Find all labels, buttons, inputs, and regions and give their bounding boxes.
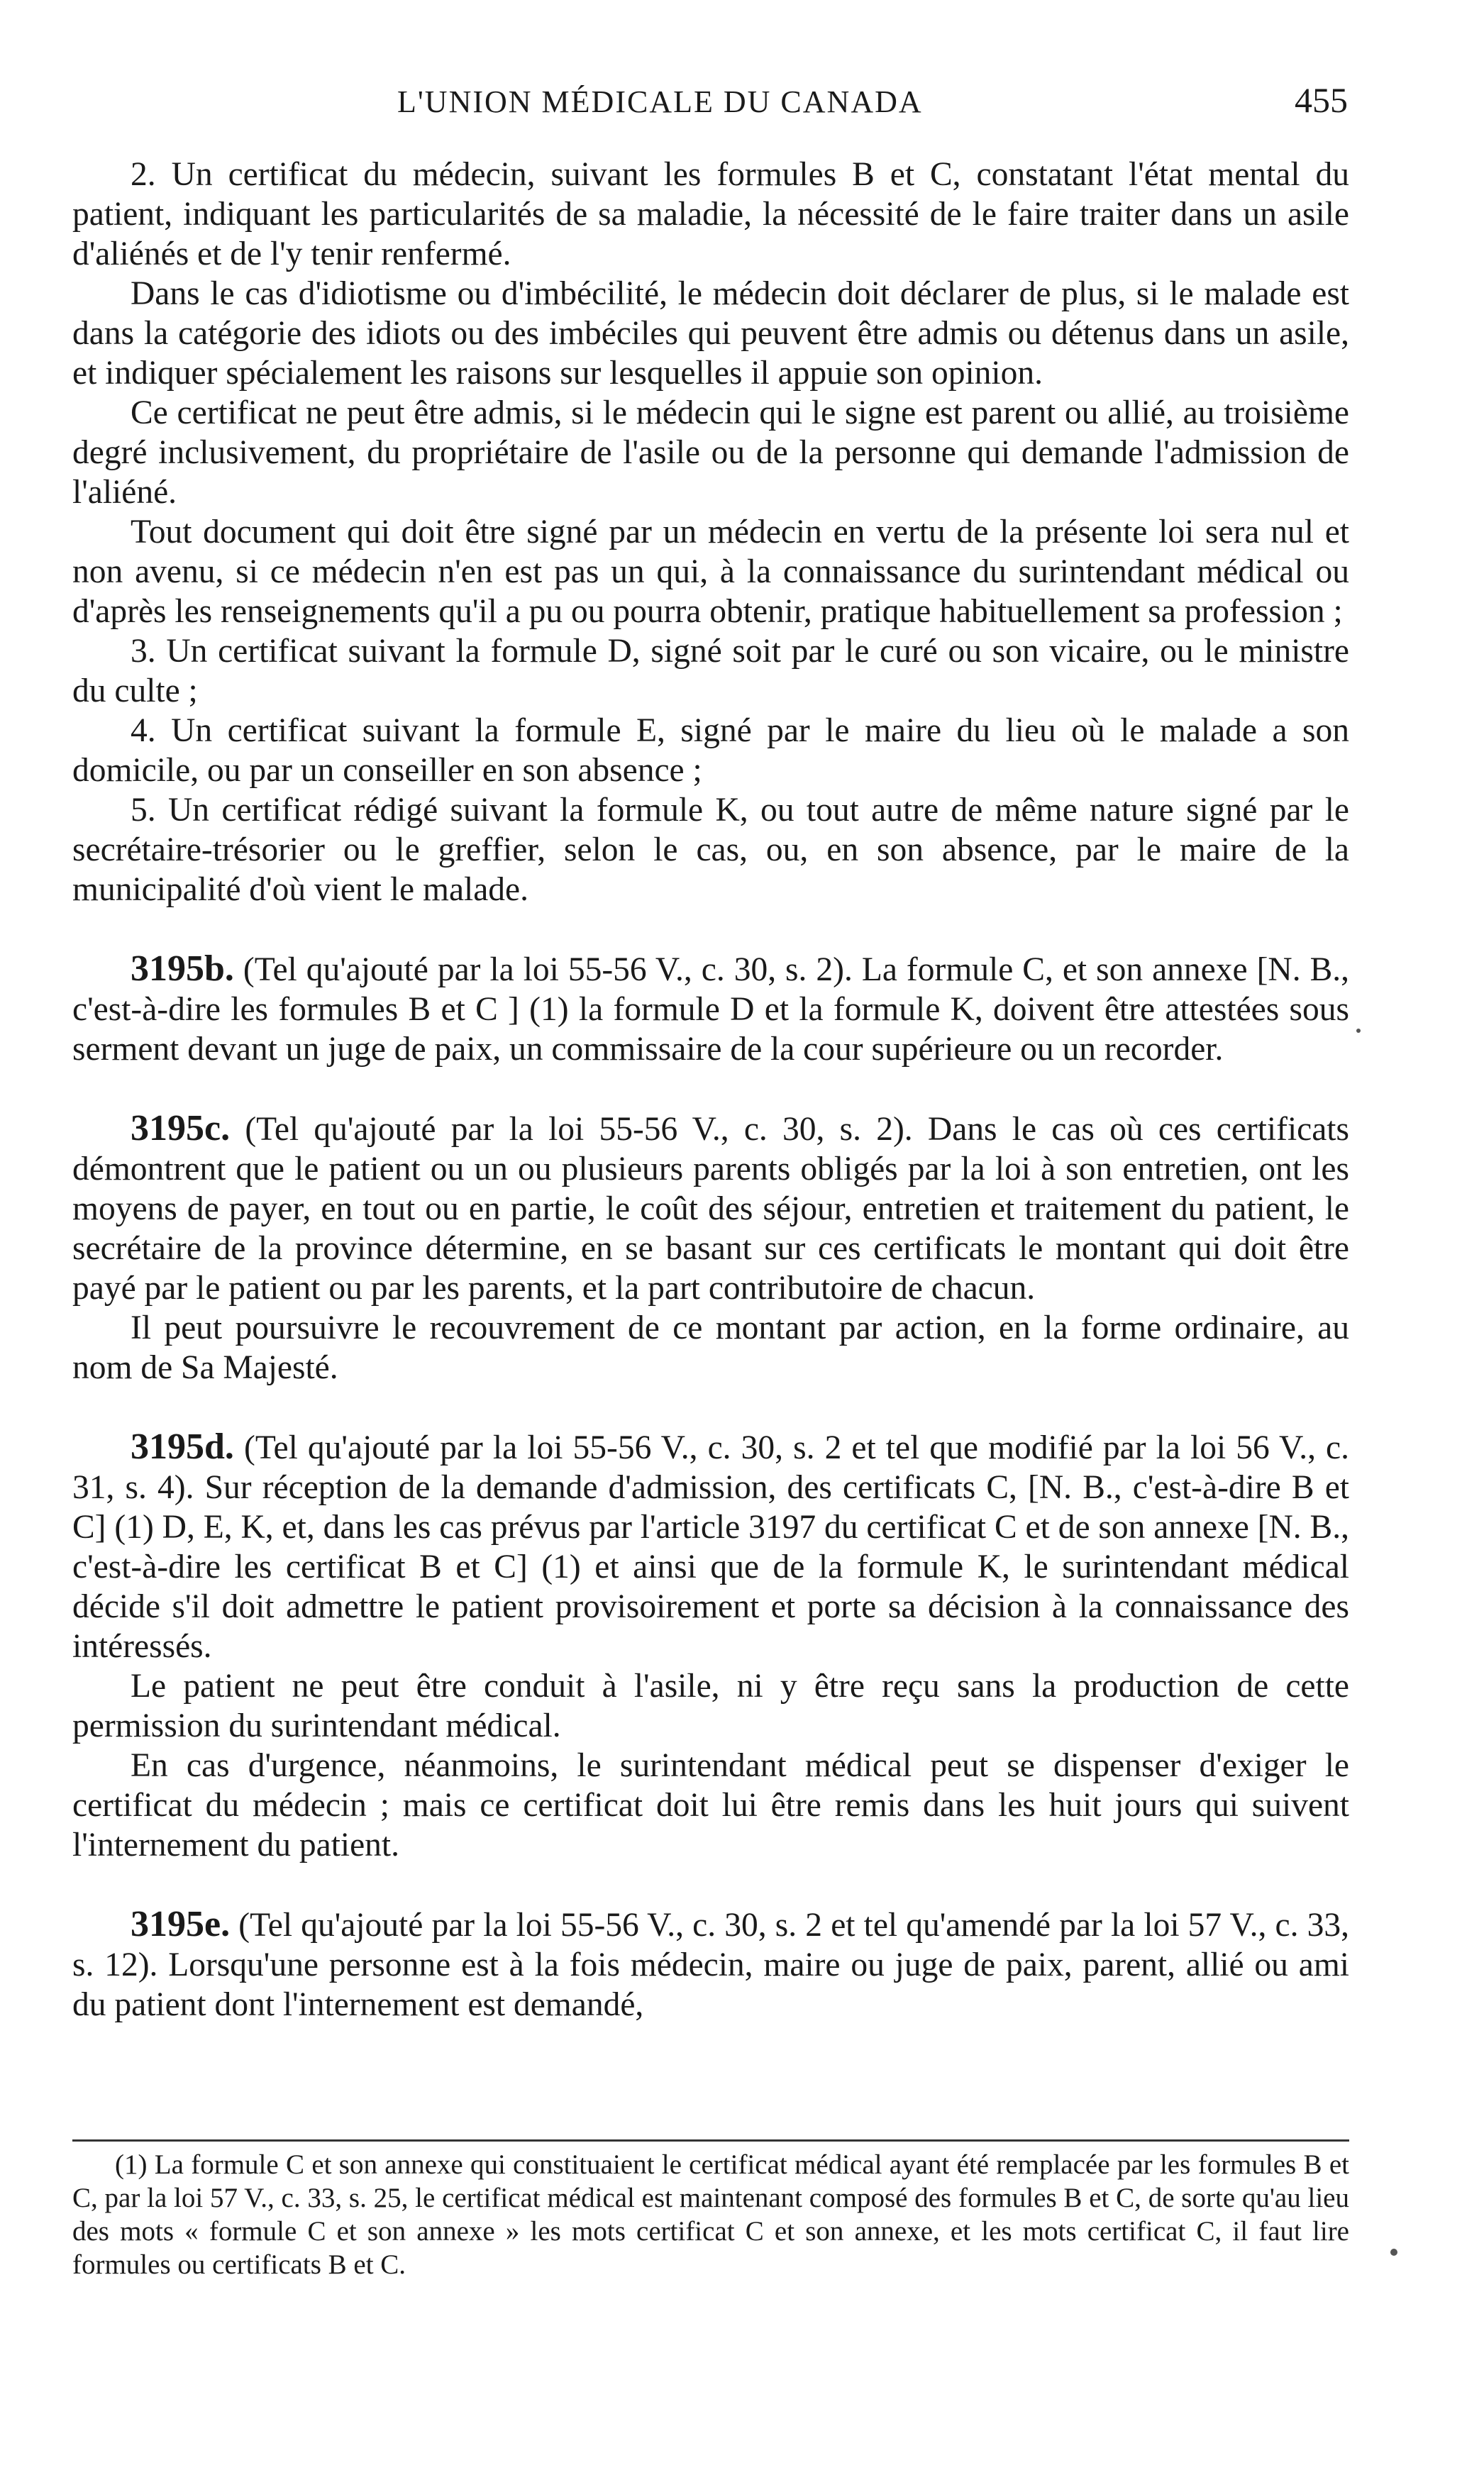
paragraph [72, 393, 1349, 512]
paragraph [72, 711, 1349, 790]
article-number: 3195b. [131, 948, 234, 989]
paragraph-text: (Tel qu'ajouté par la loi 55-56 V., c. 30, s. 2 et tel qu'amendé par la loi 57 V., c. 33, s. 12). Lorsqu'une personne est à la fois médecin, maire ou juge de paix, parent, allié ou ami du patient dont l'internement est demandé, [72, 1907, 1350, 2023]
article-number: 3195d. [131, 1427, 234, 1467]
paragraph-text: (Tel qu'ajouté par la loi 55-56 V., c. 30, s. 2 et tel que modifié par la loi 56 V., c. 31, s. 4). Sur réception de la demande d'admission, des certificats C, [N. B., c'est-à-dire B et C] (1) D, E, K, et, dans les cas prévus par l'article 3197 du certificat C et de son annexe [N. B., c'est-à-dire les certificat B et C] (1) et ainsi que de la formule K, le surintendant médical décide s'il doit admettre le patient provisoirement et porte sa décision à la connaissance des intéressés. [72, 1429, 1350, 1665]
paragraph-text: (Tel qu'ajouté par la loi 55-56 V., c. 30, s. 2). Dans le cas où ces certificats démontrent que le patient ou un ou plusieurs parents obligés par la loi à son entretien, ont les moyens de payer, en tout ou en partie, le coût des séjour, entretien et traitement du patient, le secrétaire de la province détermine, en se basant sur ces certificats le montant qui doit être payé par le patient ou par les parents, et la part contributoire de chacun. [72, 1111, 1349, 1307]
article-3195c [72, 1109, 1349, 1308]
page-number: 455 [1295, 80, 1348, 120]
paragraph-text: 2. Un certificat du médecin, suivant les formules B et C, constatant l'état mental du patient, indiquant les particularités de sa maladie, la nécessité de le faire traiter dans un asile d'aliénés et de l'y tenir renfermé. [72, 156, 1349, 272]
paragraph-text: En cas d'urgence, néanmoins, le surintendant médical peut se dispenser d'exiger le certificat du médecin ; mais ce certificat doit lui être remis dans les huit jours qui suivent l'internement du patient. [72, 1747, 1349, 1863]
paragraph [72, 274, 1349, 393]
paragraph [72, 1746, 1349, 1865]
footnote-divider [72, 2139, 1349, 2142]
paragraph-text: Il peut poursuivre le recouvrement de ce montant par action, en la forme ordinaire, au nom de Sa Majesté. [72, 1309, 1349, 1386]
footnote: (1) La formule C et son annexe qui constituaient le certificat médical ayant été remplacée par les formules B et C, par la loi 57 V., c. 33, s. 25, le certificat médical est maintenant composé des formules B et C, de sorte qu'au lieu des mots « formule C et son annexe » les mots certificat C et son annexe, et les mots certificat C, il faut lire formules ou certificats B et C. [72, 2149, 1349, 2280]
paragraph [72, 155, 1349, 274]
paragraph-text: Tout document qui doit être signé par un médecin en vertu de la présente loi sera nul et non avenu, si ce médecin n'en est pas un qui, à la connaissance du surintendant médical ou d'après les renseignements qu'il a pu ou pourra obtenir, pratique habituellement sa profession ; [72, 514, 1349, 630]
body-text [72, 155, 1349, 2025]
scan-speck [1356, 1029, 1361, 1033]
paragraph-text: Ce certificat ne peut être admis, si le médecin qui le signe est parent ou allié, au troisième degré inclusivement, du propriétaire de l'asile ou de la personne qui demande l'admission de l'aliéné. [72, 394, 1349, 511]
page-header [397, 77, 1383, 133]
article-number: 3195c. [131, 1108, 231, 1148]
article-3195e [72, 1905, 1349, 2025]
paragraph [72, 790, 1349, 909]
paragraph-text: 3. Un certificat suivant la formule D, signé soit par le curé ou son vicaire, ou le ministre du culte ; [72, 633, 1349, 709]
paragraph [72, 1666, 1349, 1746]
paragraph [72, 1308, 1349, 1388]
paragraph-text: 4. Un certificat suivant la formule E, signé par le maire du lieu où le malade a son domicile, ou par un conseiller en son absence ; [72, 712, 1349, 789]
article-3195d [72, 1427, 1349, 1666]
paragraph [72, 631, 1349, 711]
article-number: 3195e. [131, 1904, 231, 1944]
paragraph-text: Le patient ne peut être conduit à l'asile, ni y être reçu sans la production de cette permission du surintendant médical. [72, 1668, 1349, 1744]
paragraph-text: 5. Un certificat rédigé suivant la formule K, ou tout autre de même nature signé par le secrétaire-trésorier ou le greffier, selon le cas, ou, en son absence, par le maire de la municipalité d'où vient le malade. [72, 792, 1349, 908]
paragraph-text: (Tel qu'ajouté par la loi 55-56 V., c. 30, s. 2). La formule C, et son annexe [N. B., c'est-à-dire les formules B et C ] (1) la formule D et la formule K, doivent être attestées sous serment devant un juge de paix, un commissaire de la cour supérieure ou un recorder. [72, 951, 1349, 1068]
scan-speck [1390, 2249, 1397, 2256]
paragraph-text: Dans le cas d'idiotisme ou d'imbécilité, le médecin doit déclarer de plus, si le malade est dans la catégorie des idiots ou des imbéciles qui peuvent être admis ou détenus dans un asile, et indiquer spécialement les raisons sur lesquelles il appuie son opinion. [72, 275, 1349, 392]
article-3195b [72, 949, 1349, 1069]
paragraph [72, 512, 1349, 631]
running-title: L'UNION MÉDICALE DU CANADA [397, 84, 923, 119]
